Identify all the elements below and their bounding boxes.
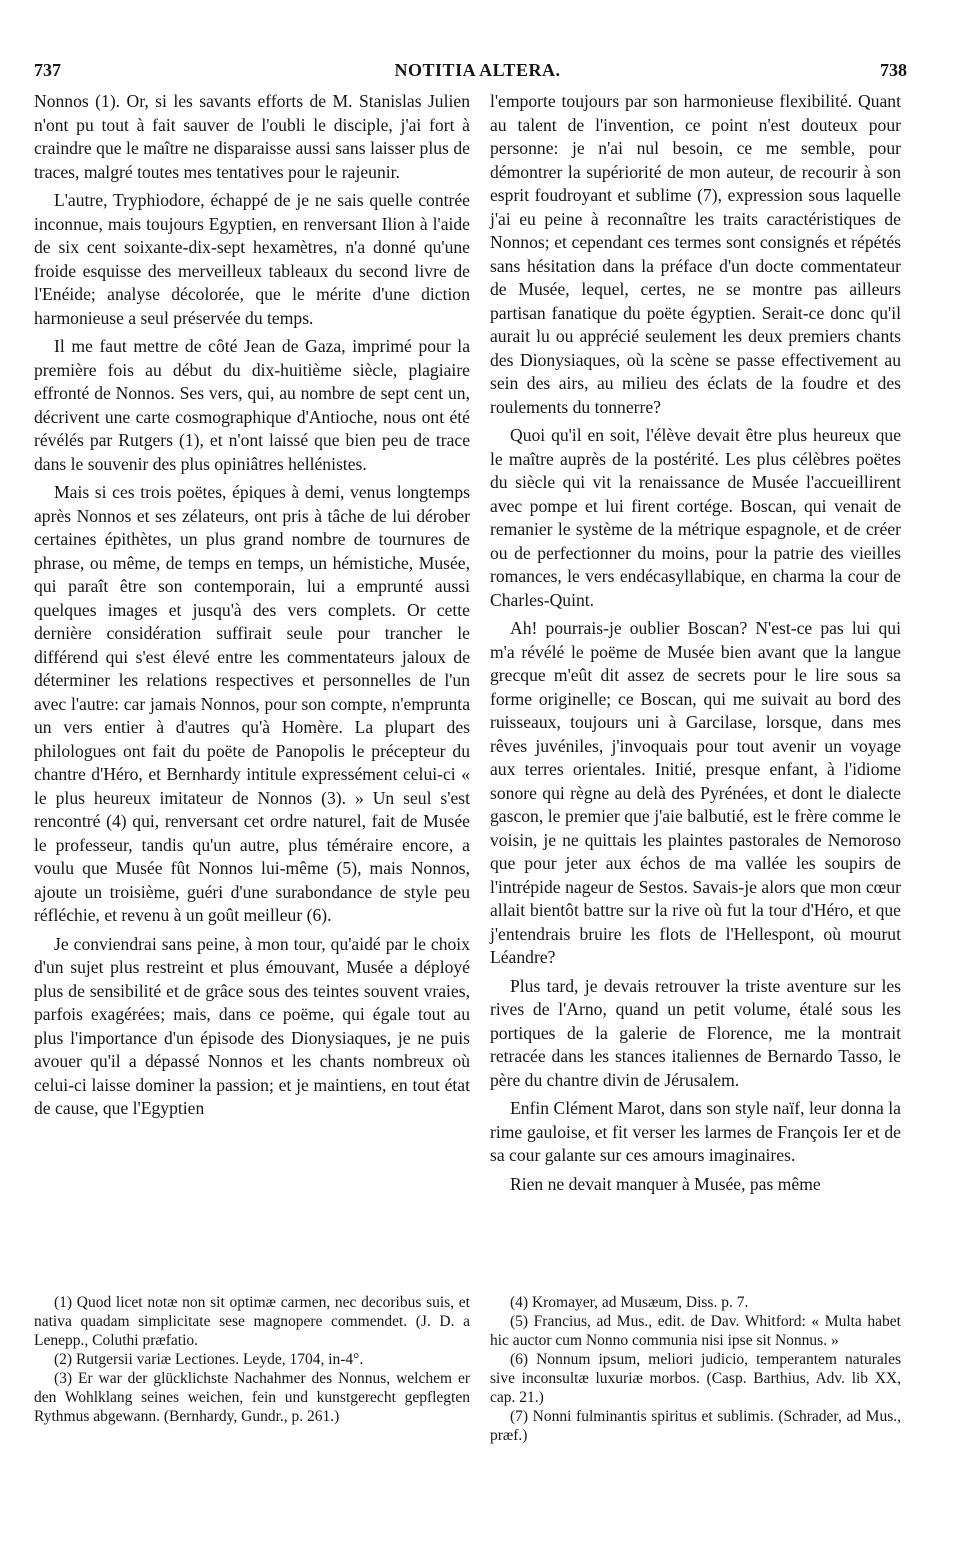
running-title: NOTITIA ALTERA. [394, 60, 561, 80]
paragraph: Je conviendrai sans peine, à mon tour, qu'aidé par le choix d'un sujet plus restreint et plus émouvant, Musée a déployé plus de sensibilité et de grâce sous des teintes souvent vraies, parfois exagérées; mais, dans ce poëme, qui égale tout au plus l'importance d'un épisode des Dionysiaques, je ne puis avouer qu'il a dépassé Nonnos et les chants nombreux où celui-ci laisse dominer la passion; et je maintiens, en tout état de cause, que l'Egyptien [34, 933, 470, 1118]
footnote: (1) Quod licet notæ non sit optimæ carmen, nec decoribus suis, et nativa quadam simplicitate sese magnopere commendet. (J. D. a Lenepp., Coluthi præfatio. [34, 1294, 470, 1349]
footnote: (2) Rutgersii variæ Lectiones. Leyde, 1704, in-4°. [54, 1351, 364, 1368]
paragraph: Rien ne devait manquer à Musée, pas même [510, 1173, 821, 1194]
right-column [490, 90, 901, 1201]
right-page-number: 738 [880, 60, 907, 80]
paragraph: L'autre, Tryphiodore, échappé de je ne sais quelle contrée inconnue, mais toujours Egyptien, en renversant Ilion à l'aide de six cent soixante-dix-sept hexamètres, n'a donné qu'une froide esquisse des merveilleux tableaux du second livre de l'Enéide; analyse décolorée, que le mérite d'une diction harmonieuse a seul préservée du temps. [34, 190, 470, 328]
footnote: (5) Francius, ad Mus., edit. de Dav. Whitford: « Multa habet hic auctor cum Nonno communia nisi ipse sit Nonnus. » [490, 1313, 901, 1349]
paragraph: Ah! pourrais-je oublier Boscan? N'est-ce pas lui qui m'a révélé le poëme de Musée bien avant que la langue grecque m'eût dit assez de secrets pour le lire sous sa forme originelle; ce Boscan, qui me suivait au bord des ruisseaux, toujours uni à Garcilase, lorsque, dans mes rêves juvéniles, j'invoquais pour tout avenir un voyage aux terres orientales. Initié, presque enfant, à l'idiome sonore qui règne au delà des Pyrénées, et dont le dialecte gascon, le premier que j'aie balbutié, est le frère comme le voisin, je ne quittais les plaintes pastorales de Nemoroso que pour jeter aux échos de ma vallée les soupirs de l'intrépide nageur de Sestos. Savais-je alors que mon cœur allait bientôt battre sur la rive où fut la tour d'Héro, et que j'entendrais bruire les flots de l'Hellespont, où mourut Léandre? [490, 618, 901, 967]
left-page-number: 737 [34, 60, 61, 80]
footnote: (7) Nonni fulminantis spiritus et sublimis. (Schrader, ad Mus., præf.) [490, 1408, 901, 1444]
paragraph: Il me faut mettre de côté Jean de Gaza, imprimé pour la première fois au début du dix-huitième siècle, plagiaire effronté de Nonnos. Ses vers, qui, au nombre de sept cent un, décrivent une carte cosmographique d'Antioche, nous ont été révélés par Rutgers (1), et n'ont laissé que bien peu de trace dans le souvenir des plus opiniâtres hellénistes. [34, 336, 470, 474]
footnote: (3) Er war der glücklichste Nachahmer des Nonnus, welchem er den Wohlklang seines weichen, fein und kunstgerecht gepflegten Rythmus abgewann. (Bernhardy, Gundr., p. 261.) [34, 1370, 470, 1425]
paragraph: Quoi qu'il en soit, l'élève devait être plus heureux que le maître auprès de la postérité. Les plus célèbres poëtes du siècle qui vit la renaissance de Musée l'accueillirent avec pompe et lui firent cortége. Boscan, qui venait de remanier le système de la métrique espagnole, et de créer ou de perfectionner du moins, pour la patrie des vieilles romances, le vers endécasyllabique, en charma la cour de Charles-Quint. [490, 425, 901, 610]
paragraph: Enfin Clément Marot, dans son style naïf, leur donna la rime gauloise, et fit verser les larmes de François Ier et de sa cour galante sur ces amours imaginaires. [490, 1098, 901, 1165]
paragraph: Mais si ces trois poëtes, épiques à demi, venus longtemps après Nonnos et ses zélateurs, ont pris à tâche de lui dérober certaines épithètes, un plus grand nombre de tournures de phrase, ou même, de temps en temps, un hémistiche, Musée, qui paraît être son contemporain, lui a emprunté aussi quelques images et jusqu'à des vers complets. Or cette dernière considération suffirait seule pour trancher le différend qui s'est élevé entre les commentateurs jaloux de déterminer les relations respectives et personnelles de l'un avec l'autre: car jamais Nonnos, pour son compte, n'emprunta un vers entier à d'autres qu'à Homère. La plupart des philologues ont fait du poëte de Panopolis le précepteur du chantre d'Héro, et Bernhardy intitule expressément celui-ci « le plus heureux imitateur de Nonnos (3). » Un seul s'est rencontré (4) qui, renversant cet ordre naturel, fait de Musée le professeur, tandis qu'un autre, plus téméraire encore, a voulu que Musée fût Nonnos lui-même (5), mais Nonnos, ajoute un troisième, guéri d'une surabondance de style peu réfléchie, et revenu à un goût meilleur (6). [34, 482, 470, 925]
paragraph: Plus tard, je devais retrouver la triste aventure sur les rives de l'Arno, quand un petit volume, étalé sous les portiques de la galerie de Florence, me la montrait retracée dans les stances italiennes de Bernardo Tasso, le père du chantre divin de Jérusalem. [490, 975, 901, 1090]
paragraph: Nonnos (1). Or, si les savants efforts de M. Stanislas Julien n'ont pu tout à fait sauver de l'oubli le disciple, j'ai fort à craindre que le maître ne disparaisse aussi sans laisser plus de traces, malgré toutes mes tentatives pour le rajeunir. [34, 91, 470, 182]
footnotes-right [490, 1293, 901, 1445]
footnote: (6) Nonnum ipsum, meliori judicio, temperantem naturales sive inconsultæ luxuriæ morbos. (Casp. Barthius, Adv. lib XX, cap. 21.) [490, 1351, 901, 1406]
running-header [0, 60, 955, 86]
footnote: (4) Kromayer, ad Musæum, Diss. p. 7. [510, 1294, 749, 1311]
footnotes-left [34, 1293, 470, 1426]
left-column [34, 90, 470, 1126]
paragraph: l'emporte toujours par son harmonieuse flexibilité. Quant au talent de l'invention, ce point n'est douteux pour personne: je n'ai nul besoin, ce me semble, pour démontrer la supériorité de mon auteur, de recourir à son esprit foudroyant et sublime (7), expression sous laquelle j'ai eu peine à reconnaître les traits caractéristiques de Nonnos; et cependant ces termes sont consignés et répétés sans hésitation dans la préface d'un docte commentateur de Musée, lequel, certes, ne se montre pas ailleurs partisan fanatique du poëte égyptien. Serait-ce donc qu'il aurait lu ou apprécié seulement les deux premiers chants des Dionysiaques, où la scène se passe effectivement au sein des airs, au milieu des éclats de la foudre et des roulements du tonnerre? [490, 91, 901, 417]
